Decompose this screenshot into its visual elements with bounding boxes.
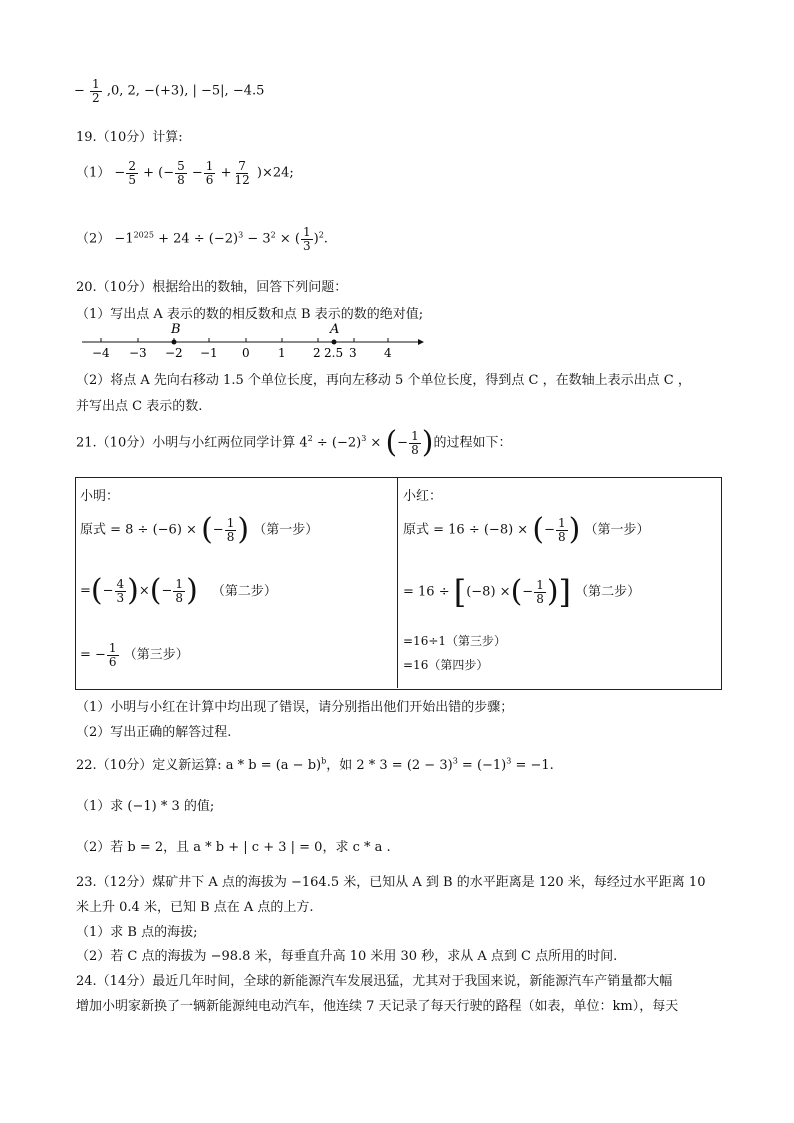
table-divider (397, 477, 398, 688)
xiaoming-step-1: 原式 = 8 ÷ (−6) × (− $\frac{1}{8}$ ) （第一步） (80, 512, 319, 547)
question-19-heading: 19.（10分）计算: (76, 130, 183, 145)
question-23-part-1: （1）求 B 点的海拔; (76, 925, 198, 940)
point-b-label: B (171, 322, 181, 337)
question-23-line-2: 米上升 0.4 米，已知 B 点在 A 点的上方. (76, 900, 314, 915)
xiaohong-title: 小红： (403, 489, 443, 504)
xiaohong-step-2: = 16 ÷ [(−8) ×(− $\frac{1}{8}$ )] （第二步） (403, 573, 641, 611)
question-20-heading: 20.（10分）根据给出的数轴，回答下列问题： (76, 280, 348, 295)
xiaoming-step-2: =(− $\frac{4}{3}$ )×(− $\frac{1}{8}$ ) （第二步） (80, 573, 277, 608)
question-23-line-1: 23.（12分）煤矿井下 A 点的海拔为 −164.5 米，已知从 A 到 B 的水平距离是 120 米，每经过水平距离 10 (76, 875, 706, 890)
question-21-part-2: （2）写出正确的解答过程. (76, 725, 232, 740)
number-list-text: ,0, 2, −(+3), | −5|, −4.5 (106, 83, 265, 99)
tick-label: 4 (384, 346, 392, 360)
point-b-dot (172, 340, 177, 345)
xiaohong-step-1: 原式 = 16 ÷ (−8) × (− $\frac{1}{8}$ ) （第一步） (403, 512, 650, 547)
question-22-part-2: （2）若 b = 2，且 a * b + | c + 3 | = 0，求 c * a . (76, 840, 391, 855)
question-21-part-1: （1）小明与小红在计算中均出现了错误，请分别指出他们开始出错的步骤； (76, 700, 514, 715)
question-19-part-1: （1） − $\frac{2}{5}$ + (− $\frac{5}{8}$ − $\frac{1}{6}$ + $\frac{7}{12}$ )×24; (76, 159, 294, 187)
axis-ticks (101, 338, 388, 342)
question-20-part-2-line-1: （2）将点 A 先向右移动 1.5 个单位长度，再向左移动 5 个单位长度，得到点 C ，在数轴上表示出点 C ， (76, 373, 691, 388)
question-24-line-2: 增加小明家新换了一辆新能源纯电动汽车，他连续 7 天记录了每天行驶的路程（如表，单位：km），每天 (76, 999, 679, 1014)
point-a-dot (332, 340, 337, 345)
number-line (76, 320, 426, 360)
question-22-part-1: （1）求 (−1) * 3 的值; (76, 799, 215, 814)
xiaohong-step-3: =16÷1（第三步） (403, 634, 507, 648)
xiaoming-title: 小明： (80, 489, 120, 504)
tick-label: 2 (313, 346, 321, 360)
question-23-part-2: （2）若 C 点的海拔为 −98.8 米，每垂直升高 10 米用 30 秒，求从 A 点到 C 点所用的时间. (76, 949, 618, 964)
tick-label: −3 (129, 346, 147, 360)
tick-label: −1 (200, 346, 218, 360)
question-20-part-1: （1）写出点 A 表示的数的相反数和点 B 表示的数的绝对值; (76, 307, 424, 322)
xiaohong-step-4: =16（第四步） (403, 658, 489, 672)
point-a-label: A (330, 322, 340, 337)
tick-label: 1 (278, 346, 286, 360)
axis-labels (92, 346, 392, 360)
tick-label: −2 (165, 346, 183, 360)
tick-label: 2.5 (324, 346, 344, 360)
tick-label: −4 (92, 346, 110, 360)
tick-label: 0 (242, 346, 250, 360)
top-number-list (74, 78, 264, 104)
xiaoming-step-3: = − $\frac{1}{6}$ （第三步） (80, 641, 189, 669)
fraction: $\frac{1}{2}$ (92, 77, 100, 105)
minus-sign: − (74, 83, 85, 99)
arrow-icon (418, 339, 424, 345)
question-22-heading: 22.（10分）定义新运算: $a * b = (a - b)^b$，如 $2 * 3 = (2 - 3)^3 = (-1)^3 = -1$. (76, 756, 554, 773)
question-20-part-2-line-2: 并写出点 C 表示的数. (76, 399, 203, 414)
tick-label: 3 (349, 346, 357, 360)
question-24-line-1: 24.（14分）最近几年时间，全球的新能源汽车发展迅猛，尤其对于我国来说，新能源汽车产销量都大幅 (76, 974, 673, 989)
question-21-heading: 21.（10分）小明与小红两位同学计算 $4^2 \div (-2)^3$ × (− $\frac{1}{8}$ )的过程如下： (76, 425, 512, 460)
question-19-part-2: $(2) -1^{2025} + 24 \div (-2)^3 - 3^2$ × ( $\frac{1}{3}$ )$^2$. (76, 225, 328, 253)
